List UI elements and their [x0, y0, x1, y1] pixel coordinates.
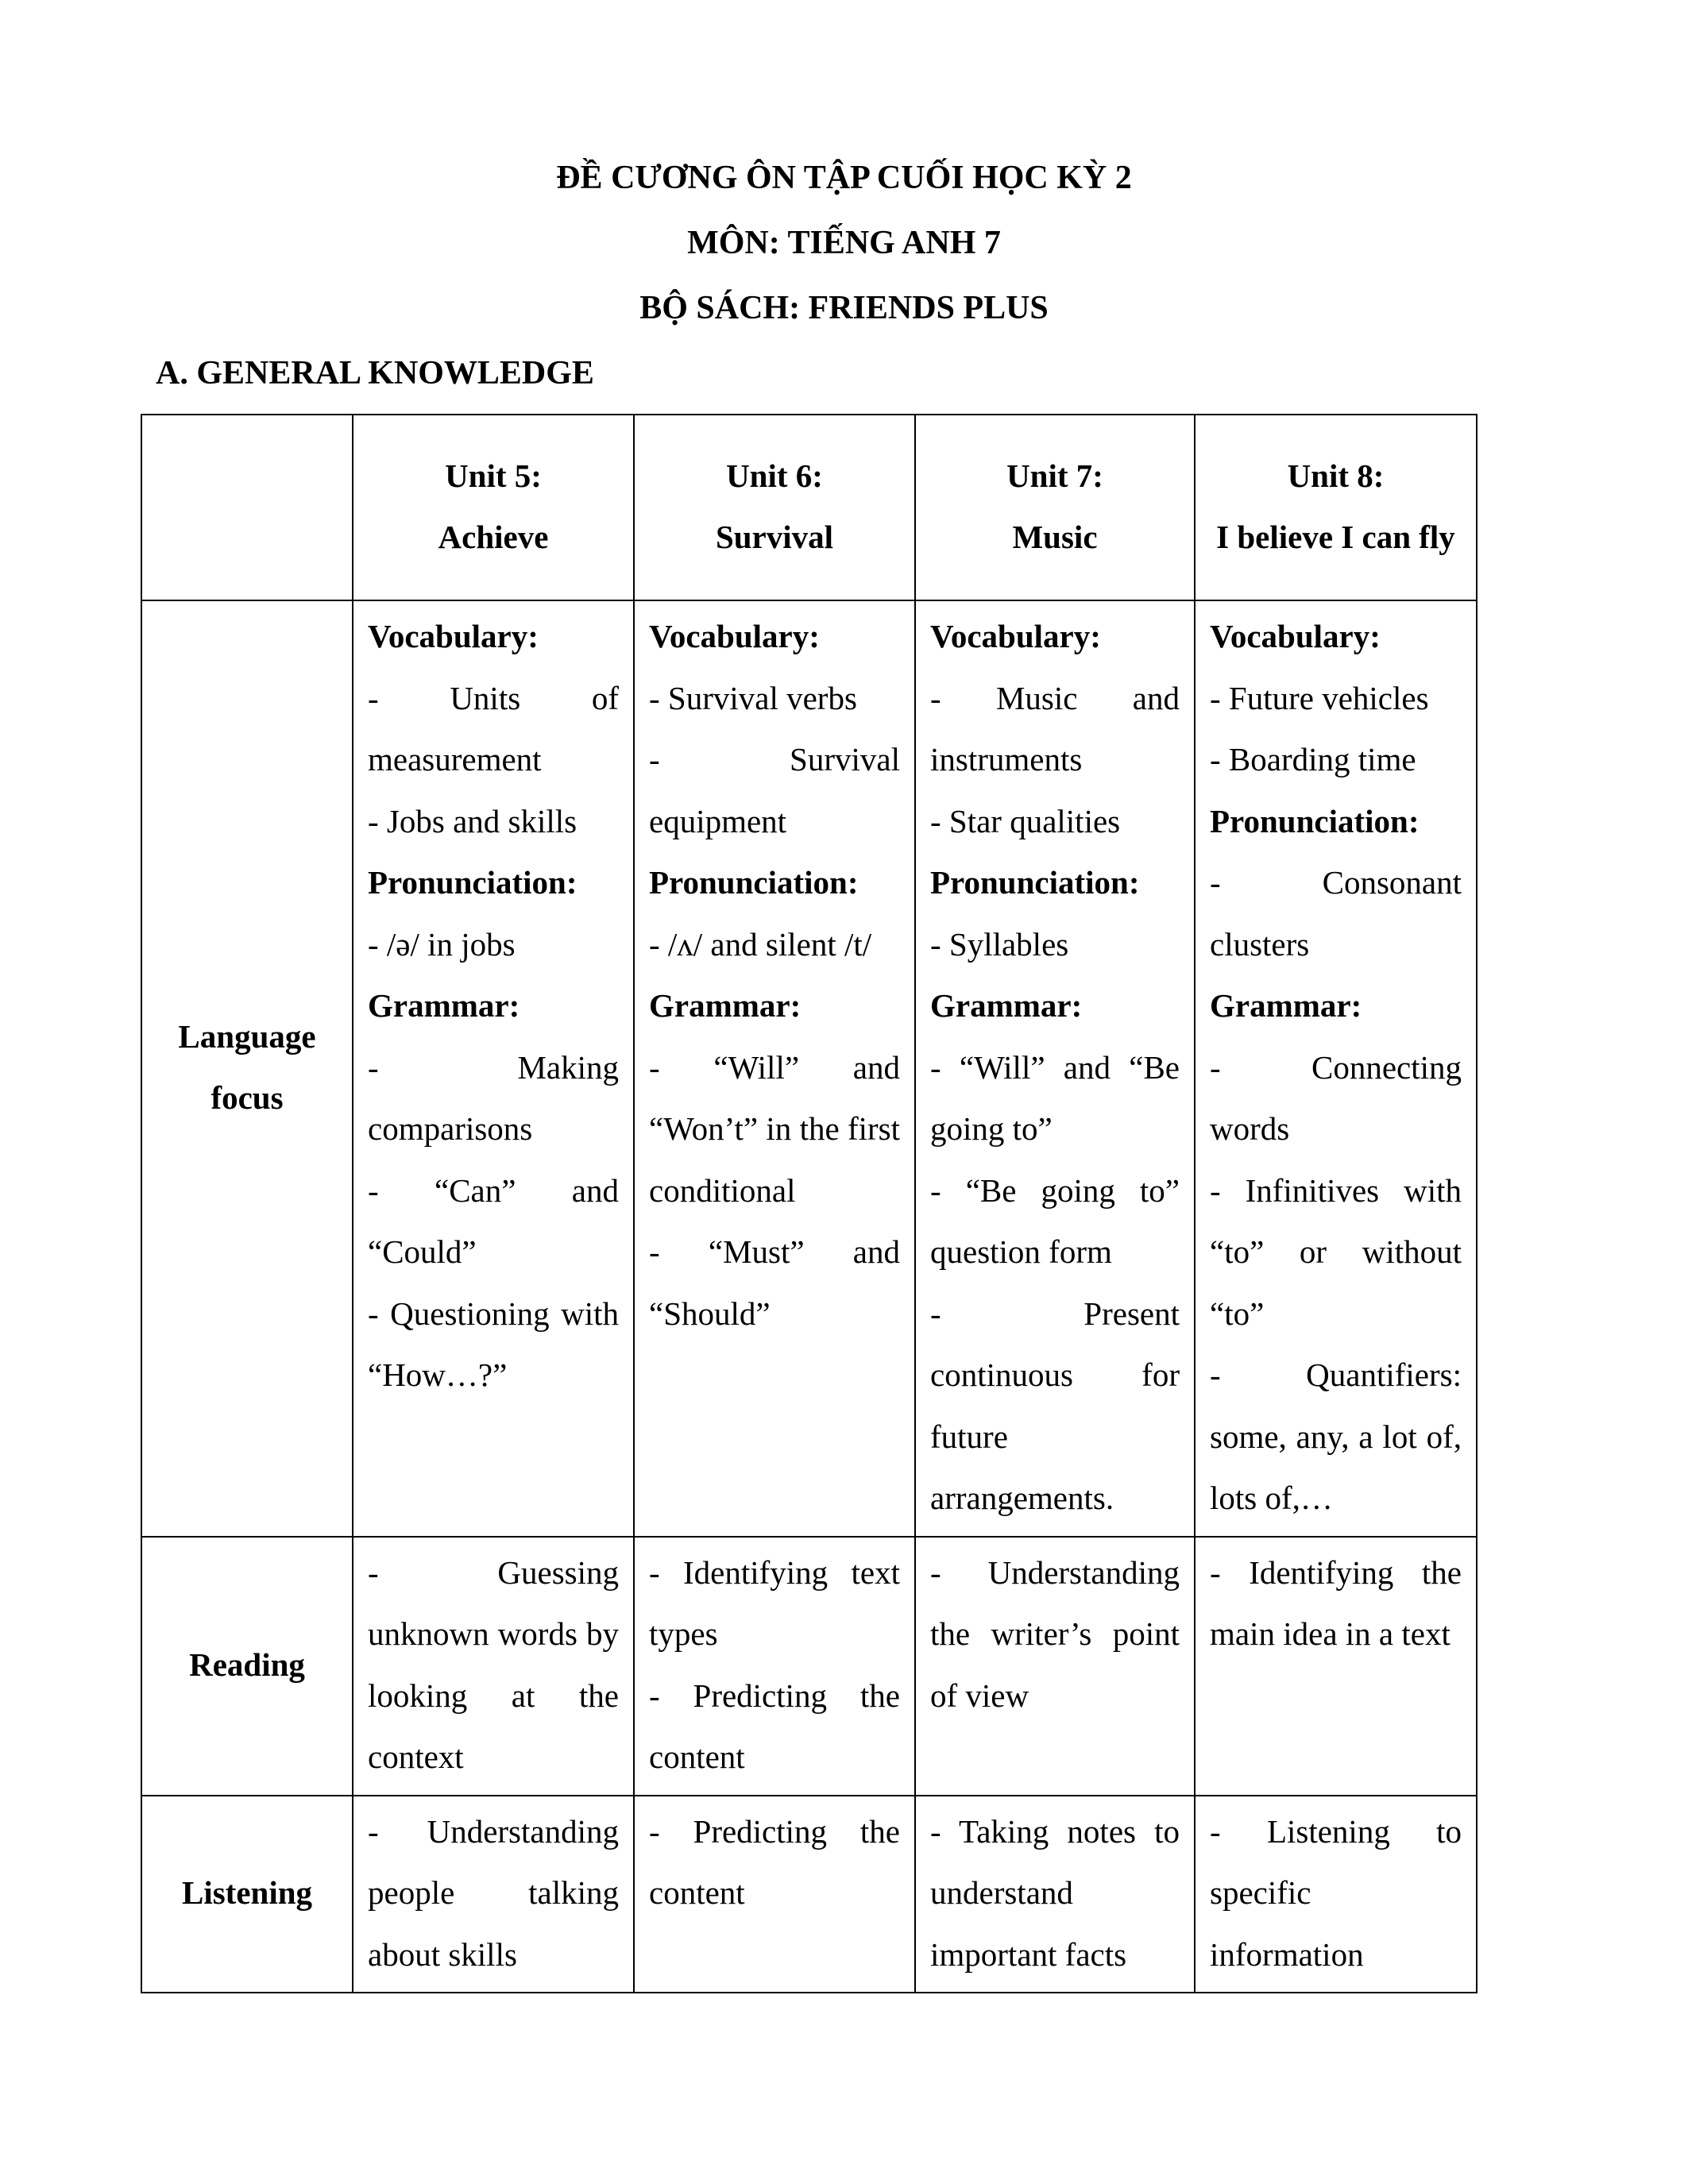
- content-item: - “Will” and “Won’t” in the first conditional: [649, 1048, 900, 1209]
- content-item: - Jobs and skills: [368, 802, 577, 839]
- content-cell: [1195, 1537, 1477, 1796]
- doc-title: ĐỀ CƯƠNG ÔN TẬP CUỐI HỌC KỲ 2: [556, 160, 1132, 196]
- content-cell: [353, 600, 634, 1537]
- category-heading: Pronunciation:: [930, 864, 1140, 901]
- content-cell: [1195, 1796, 1477, 1993]
- row-label: [141, 1537, 353, 1796]
- content-item: - Syllables: [930, 925, 1069, 963]
- table-row: [141, 1796, 1477, 1993]
- content-item: - Future vehicles: [1210, 679, 1429, 716]
- subject-title: MÔN: TIẾNG ANH 7: [687, 225, 1001, 261]
- content-item: - Present continuous for future arrangements.: [930, 1295, 1180, 1516]
- content-item: - “Will” and “Be going to”: [930, 1048, 1180, 1147]
- unit-header-line: I believe I can fly: [1216, 519, 1455, 555]
- content-item: - Identifying text types: [649, 1553, 900, 1652]
- unit-header: [353, 415, 634, 600]
- unit-header-line: Unit 5:: [445, 457, 542, 494]
- content-item: - Connecting words: [1210, 1048, 1462, 1147]
- category-heading: Vocabulary:: [649, 618, 820, 654]
- unit-header-line: Unit 6:: [726, 457, 823, 494]
- section-heading: A. GENERAL KNOWLEDGE: [156, 355, 594, 392]
- content-item: - /ʌ/ and silent /t/: [649, 925, 872, 963]
- content-item: - /ə/ in jobs: [368, 925, 516, 963]
- unit-header-line: Achieve: [438, 519, 549, 555]
- category-heading: Vocabulary:: [1210, 618, 1381, 654]
- content-item: - Survival verbs: [649, 679, 857, 716]
- content-cell: [634, 1537, 915, 1796]
- unit-header: [1195, 415, 1477, 600]
- table-row: [141, 1537, 1477, 1796]
- content-item: - Identifying the main idea in a text: [1210, 1553, 1462, 1652]
- unit-header: [634, 415, 915, 600]
- content-item: - Predicting the content: [649, 1677, 900, 1775]
- content-item: - Understanding people talking about skills: [368, 1812, 619, 1973]
- row-label-line: Listening: [181, 1874, 313, 1911]
- content-item: - Listening to specific information: [1210, 1812, 1462, 1973]
- row-label: [141, 600, 353, 1537]
- unit-header-line: Survival: [715, 519, 834, 555]
- table-row: [141, 600, 1477, 1537]
- category-heading: Grammar:: [368, 987, 520, 1024]
- row-label-line: Language: [178, 1017, 316, 1055]
- row-label-line: focus: [211, 1079, 284, 1117]
- category-heading: Pronunciation:: [1210, 802, 1420, 839]
- content-item: - Infinitives with “to” or without “to”: [1210, 1171, 1462, 1332]
- content-cell: [353, 1537, 634, 1796]
- category-heading: Pronunciation:: [649, 864, 859, 901]
- category-heading: Grammar:: [930, 987, 1083, 1024]
- category-heading: Vocabulary:: [930, 618, 1101, 654]
- content-item: - Star qualities: [930, 802, 1121, 839]
- content-item: - Music and instruments: [930, 679, 1180, 778]
- empty-header-cell: [141, 415, 353, 600]
- content-cell: [915, 1796, 1195, 1993]
- header-row: [141, 415, 1477, 600]
- content-cell: [915, 1537, 1195, 1796]
- content-cell: [634, 600, 915, 1537]
- book-title: BỘ SÁCH: FRIENDS PLUS: [639, 290, 1049, 326]
- content-cell: [915, 600, 1195, 1537]
- content-item: - Units of measurement: [368, 679, 619, 778]
- content-item: - Understanding the writer’s point of view: [930, 1553, 1180, 1714]
- unit-header: [915, 415, 1195, 600]
- content-item: - Making comparisons: [368, 1048, 619, 1147]
- unit-header-line: Unit 8:: [1287, 457, 1385, 494]
- row-label: [141, 1796, 353, 1993]
- row-label-line: Reading: [189, 1646, 305, 1683]
- content-item: - Guessing unknown words by looking at the context: [368, 1553, 619, 1775]
- category-heading: Vocabulary:: [368, 618, 539, 654]
- content-item: - “Must” and “Should”: [649, 1233, 900, 1332]
- content-item: - Survival equipment: [649, 741, 900, 839]
- content-item: - Consonant clusters: [1210, 864, 1462, 963]
- content-item: - Questioning with “How…?”: [368, 1295, 619, 1393]
- content-item: - Taking notes to understand important facts: [930, 1812, 1180, 1973]
- content-item: - Boarding time: [1210, 741, 1416, 778]
- content-cell: [634, 1796, 915, 1993]
- content-item: - “Can” and “Could”: [368, 1171, 619, 1270]
- content-item: - Predicting the content: [649, 1812, 900, 1911]
- unit-header-line: Unit 7:: [1006, 457, 1103, 494]
- category-heading: Grammar:: [649, 987, 802, 1024]
- category-heading: Grammar:: [1210, 987, 1362, 1024]
- category-heading: Pronunciation:: [368, 864, 577, 901]
- content-item: - “Be going to” question form: [930, 1171, 1180, 1270]
- unit-header-line: Music: [1012, 519, 1098, 555]
- content-item: - Quantifiers: some, any, a lot of, lots of,…: [1210, 1356, 1462, 1516]
- content-cell: [353, 1796, 634, 1993]
- knowledge-table: [141, 414, 1477, 1993]
- content-cell: [1195, 600, 1477, 1537]
